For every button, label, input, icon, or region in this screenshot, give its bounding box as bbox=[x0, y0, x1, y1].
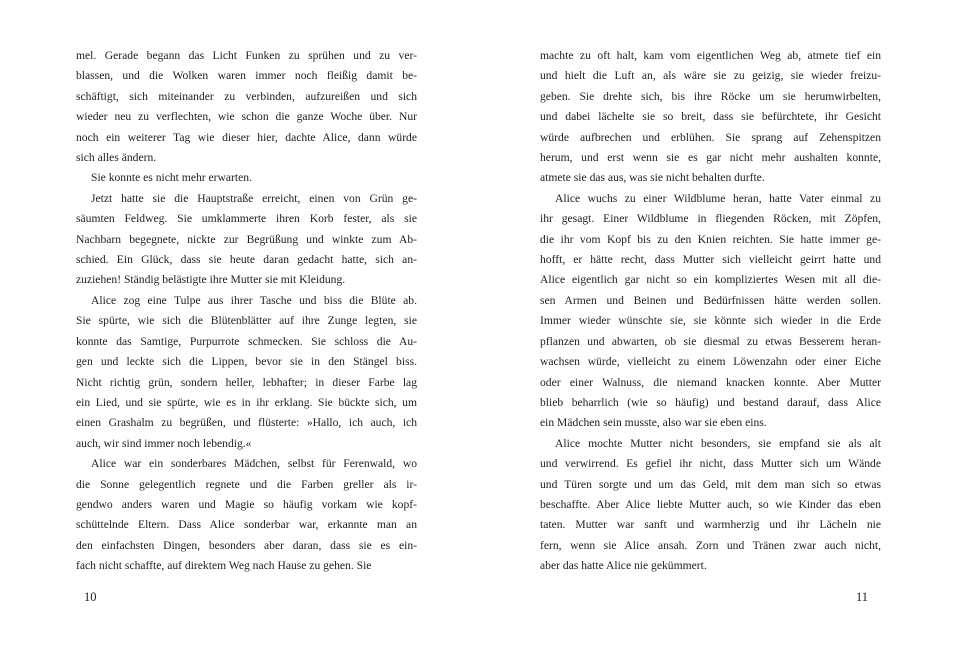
text-line: ein Mädchen sein musste, also war sie eben eins. bbox=[540, 416, 767, 430]
text-line: sich alles ändern. bbox=[76, 151, 157, 165]
text-line: sen Armen und Beinen und Bedürfnissen hätte werden sollen. bbox=[540, 293, 881, 307]
text-line: fern, wenn sie Alice ansah. Zorn und Tränen zwar auch nicht, bbox=[540, 538, 881, 552]
text-line: würde aufbrechen und erblühen. Sie sprang auf Zehenspitzen bbox=[540, 130, 881, 144]
page-text bbox=[76, 46, 417, 577]
text-line: mel. Gerade begann das Licht Funken zu sprühen und zu ver- bbox=[76, 49, 417, 62]
text-line: Sie konnte es nicht mehr erwarten. bbox=[91, 171, 252, 185]
text-line: Alice zog eine Tulpe aus ihrer Tasche und biss die Blüte ab. bbox=[91, 293, 417, 307]
text-line: blieb beharrlich (wie so häufig) und bestand darauf, dass Alice bbox=[540, 395, 881, 409]
text-line: Sie spürte, wie sich die Blütenblätter auf ihre Zunge legten, sie bbox=[76, 314, 417, 328]
text-line: und verwirrend. Es gefiel ihr nicht, dass Mutter sich um Wände bbox=[540, 457, 881, 471]
text-line: wachsen würde, vielleicht zu einem Löwenzahn oder einer Eiche bbox=[540, 355, 881, 369]
paragraph bbox=[540, 46, 881, 189]
text-line: Alice wuchs zu einer Wildblume heran, hatte Vater einmal zu bbox=[555, 191, 881, 205]
paragraph bbox=[76, 168, 417, 188]
text-line: schäftigt, sich miteinander zu verbinden, aufzureißen und sich bbox=[76, 89, 417, 103]
page-number: 11 bbox=[856, 590, 869, 604]
text-line: noch ein weiterer Tag wie dieser hier, dachte Alice, dann würde bbox=[76, 130, 417, 144]
paragraph bbox=[540, 189, 881, 434]
page-number: 10 bbox=[84, 590, 97, 604]
text-line: die Sonne gelegentlich regnete und die Farben greller als ir- bbox=[76, 477, 417, 491]
text-line: gen und leckte sich die Lippen, bevor sie in den Stängel biss. bbox=[76, 355, 417, 369]
text-line: und hielt die Luft an, als wäre sie zu geizig, sie wieder freizu- bbox=[540, 69, 881, 83]
text-line: machte zu oft halt, kam vom eigentlichen Weg ab, atmete tief ein bbox=[540, 49, 881, 62]
text-line: Nicht richtig grün, sondern heller, lebhafter; in dieser Farbe lag bbox=[76, 375, 417, 389]
text-line: aber das hatte Alice nie gekümmert. bbox=[540, 559, 707, 573]
paragraph bbox=[76, 189, 417, 291]
text-line: Jetzt hatte sie die Hauptstraße erreicht, einen von Grün ge- bbox=[91, 191, 417, 205]
text-line: pflanzen und abwarten, ob sie diesmal zu etwas Besserem heran- bbox=[540, 334, 881, 348]
paragraph bbox=[540, 434, 881, 577]
text-line: Alice eigentlich gar nicht so ein kompliziertes Wesen mit all die- bbox=[540, 273, 881, 287]
page-right bbox=[540, 46, 881, 577]
text-line: gendwo anders waren und Magie so häufig vorkam wie kopf- bbox=[76, 497, 417, 511]
text-line: schied. Ein Glück, dass sie heute daran gedacht hatte, sich an- bbox=[76, 253, 417, 267]
paragraph bbox=[76, 46, 417, 168]
text-line: Immer wieder wünschte sie, sie könnte sich wieder in die Erde bbox=[540, 314, 881, 328]
text-line: Nachbarn begegnete, nickte zur Begrüßung und winkte zum Ab- bbox=[76, 232, 417, 246]
text-line: atmete sie das aus, was sie nicht behalten durfte. bbox=[540, 171, 765, 185]
text-line: wieder neu zu verflechten, wie schon die ganze Woche über. Nur bbox=[76, 110, 417, 124]
text-line: Alice war ein sonderbares Mädchen, selbst für Ferenwald, wo bbox=[91, 457, 417, 471]
text-line: zuziehen! Ständig belästigte ihre Mutter sie mit Kleidung. bbox=[76, 273, 346, 287]
text-line: Alice mochte Mutter nicht besonders, sie empfand sie als alt bbox=[555, 436, 881, 450]
text-line: blassen, und die Wolken waren immer noch fleißig damit be- bbox=[76, 69, 417, 83]
text-line: und dabei lächelte sie so breit, dass sie befürchtete, ihr Gesicht bbox=[540, 110, 881, 124]
text-line: die ihr vom Kopf bis zu den Knien reichten. Sie hatte immer ge- bbox=[540, 232, 881, 246]
text-line: taten. Mutter war sanft und warmherzig und ihr Lächeln nie bbox=[540, 518, 881, 532]
page-text bbox=[540, 46, 881, 577]
text-line: auch, wir sind immer noch lebendig.« bbox=[76, 436, 252, 450]
text-line: beschaffte. Aber Alice liebte Mutter auch, so wie Kinder das eben bbox=[540, 497, 881, 511]
text-line: geben. Sie drehte sich, bis ihre Röcke um sie herumwirbelten, bbox=[540, 89, 881, 103]
paragraph bbox=[76, 291, 417, 454]
text-line: den einfachsten Dingen, besonders aber daran, dass sie es ein- bbox=[76, 538, 417, 552]
text-line: hofft, er hätte recht, dass Mutter sich vielleicht geirrt hatte und bbox=[540, 253, 881, 267]
text-line: säumten Feldweg. Sie umklammerte ihren Korb fester, als sie bbox=[76, 212, 417, 226]
text-line: einen Grashalm zu begrüßen, und flüsterte: »Hallo, ich auch, ich bbox=[76, 416, 417, 430]
paragraph bbox=[76, 454, 417, 576]
text-line: fach nicht schaffte, auf direktem Weg nach Hause zu gehen. Sie bbox=[76, 559, 372, 573]
text-line: oder einer Walnuss, die niemand knacken konnte. Aber Mutter bbox=[540, 375, 881, 389]
text-line: schüttelnde Eltern. Dass Alice sonderbar war, erkannte man an bbox=[76, 518, 417, 532]
text-line: herum, und erst wenn sie es gar nicht mehr aushalten konnte, bbox=[540, 151, 881, 165]
text-line: ihr gesagt. Einer Wildblume in fliegenden Röcken, mit Zöpfen, bbox=[540, 212, 881, 226]
text-line: und Türen sorgte und um das Geld, mit dem man sich so etwas bbox=[540, 477, 881, 491]
text-line: konnte das Samtige, Purpurrote schmecken. Sie schloss die Au- bbox=[76, 334, 417, 348]
text-line: ein Lied, und sie spürte, wie es in ihr erklang. Sie bückte sich, um bbox=[76, 395, 417, 409]
page-left bbox=[76, 46, 417, 577]
